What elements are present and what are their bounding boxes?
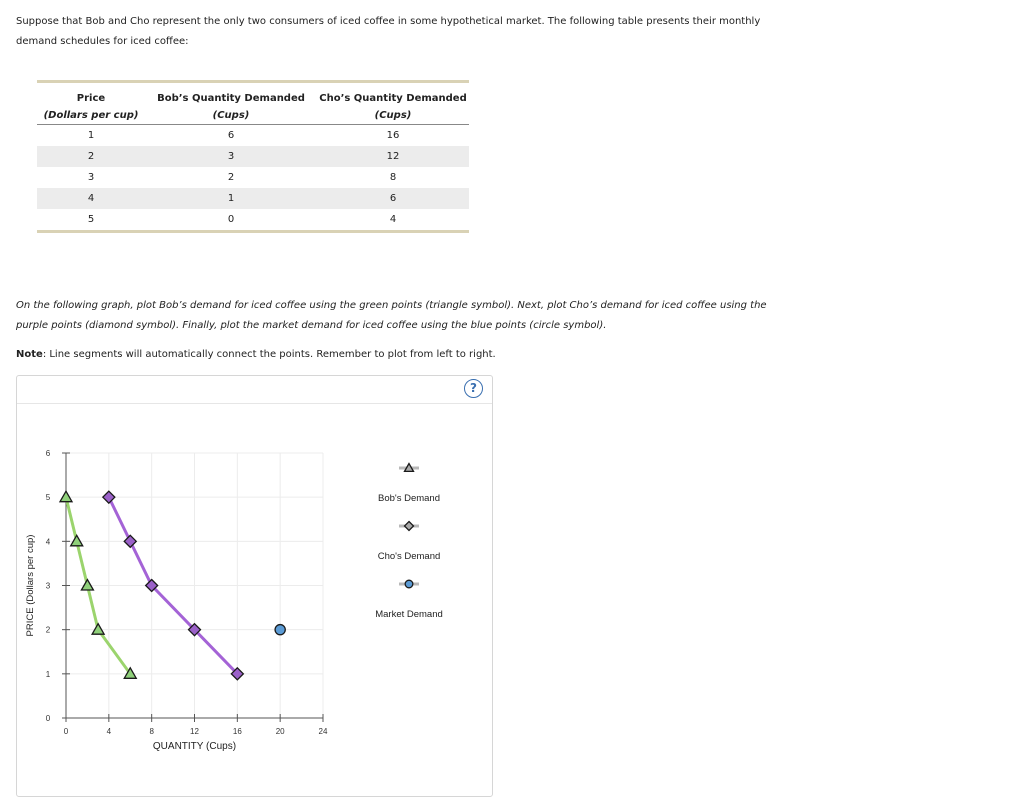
x-tick-label: 4: [106, 727, 112, 736]
help-button[interactable]: ?: [464, 379, 483, 398]
y-tick-label: 3: [45, 581, 51, 591]
x-axis-label: QUANTITY (Cups): [152, 741, 237, 752]
note-label: Note: [16, 349, 43, 360]
bob-quantity-cell: 3: [145, 146, 317, 167]
x-tick-label: 24: [318, 727, 328, 736]
demand-graph[interactable]: [17, 376, 492, 776]
table-row: [37, 125, 469, 147]
x-tick-label: 12: [190, 727, 199, 736]
market-demand-legend-label: Market Demand: [375, 609, 443, 620]
bob-s-demand-legend-label: Bob's Demand: [377, 493, 441, 504]
y-tick-label: 4: [45, 537, 51, 547]
graph-panel: [16, 375, 493, 797]
table-row: [37, 188, 469, 209]
price-cell: 3: [87, 172, 95, 183]
y-tick-label: 6: [45, 449, 51, 458]
price-cell: 5: [87, 214, 95, 225]
y-tick-label: 1: [45, 669, 51, 679]
note: [16, 346, 496, 364]
intro-line-1: Suppose that Bob and Cho represent the only two consumers of iced coffee in some hypothetical market. The following table presents their monthly: [16, 16, 761, 27]
table-row: [37, 146, 469, 167]
cho-s-demand-point[interactable]: [103, 491, 115, 503]
bob-s-demand-point[interactable]: [60, 491, 72, 502]
x-tick-label: 16: [232, 727, 242, 736]
price-unit: (Dollars per cup): [37, 107, 145, 125]
cho-quantity-cell: 16: [386, 130, 400, 141]
bob-quantity-header: Bob’s Quantity Demanded: [157, 93, 305, 104]
cho-s-demand-point[interactable]: [124, 535, 136, 547]
market-demand-point[interactable]: [275, 625, 285, 635]
bob-quantity-cell: 2: [227, 172, 235, 183]
price-cell: 1: [87, 130, 95, 141]
price-cell: 4: [37, 188, 145, 209]
cho-s-demand-legend-label: Cho's Demand: [377, 551, 441, 562]
price-header: Price: [76, 93, 106, 104]
cho-unit: (Cups): [317, 107, 469, 125]
table-subheader-row: [37, 107, 469, 125]
bob-s-demand-point[interactable]: [92, 624, 104, 634]
bob-s-demand-point[interactable]: [81, 580, 93, 591]
x-tick-label: 20: [275, 727, 285, 736]
bob-quantity-cell: 6: [227, 130, 235, 141]
cho-quantity-cell: 6: [317, 188, 469, 209]
x-tick-label: 0: [63, 727, 69, 736]
price-cell: 2: [37, 146, 145, 167]
market-demand-legend-icon[interactable]: [405, 580, 413, 588]
question-intro: [16, 12, 796, 52]
instructions-line-2: purple points (diamond symbol). Finally, plot the market demand for iced coffee using the blue points (circle symbol).: [16, 320, 607, 331]
table-row: [37, 209, 469, 232]
bob-quantity-cell: 0: [227, 214, 235, 225]
cho-quantity-header: Cho’s Quantity Demanded: [319, 93, 467, 104]
intro-line-2: demand schedules for iced coffee:: [16, 36, 189, 47]
x-tick-label: 8: [149, 727, 154, 736]
demand-schedule-table: [37, 80, 469, 233]
y-tick-label: 0: [45, 714, 51, 723]
bob-unit: (Cups): [145, 107, 317, 125]
bob-s-demand-point[interactable]: [71, 535, 83, 546]
cho-quantity-cell: 4: [389, 214, 397, 225]
table-header-row: [37, 82, 469, 108]
note-text: : Line segments will automatically connect the points. Remember to plot from left to right.: [42, 349, 496, 360]
y-axis-label: PRICE (Dollars per cup): [25, 534, 36, 637]
bob-quantity-cell: 1: [145, 188, 317, 209]
cho-s-demand-legend-icon[interactable]: [405, 522, 414, 531]
y-tick-label: 5: [45, 493, 51, 503]
cho-quantity-cell: 8: [389, 172, 397, 183]
graph-instructions: [16, 296, 806, 336]
table-row: [37, 167, 469, 188]
instructions-line-1: On the following graph, plot Bob’s demand for iced coffee using the green points (triangle symbol). Next, plot Cho’s demand for iced coffee using the: [16, 300, 767, 311]
cho-quantity-cell: 12: [317, 146, 469, 167]
y-tick-label: 2: [45, 625, 51, 635]
